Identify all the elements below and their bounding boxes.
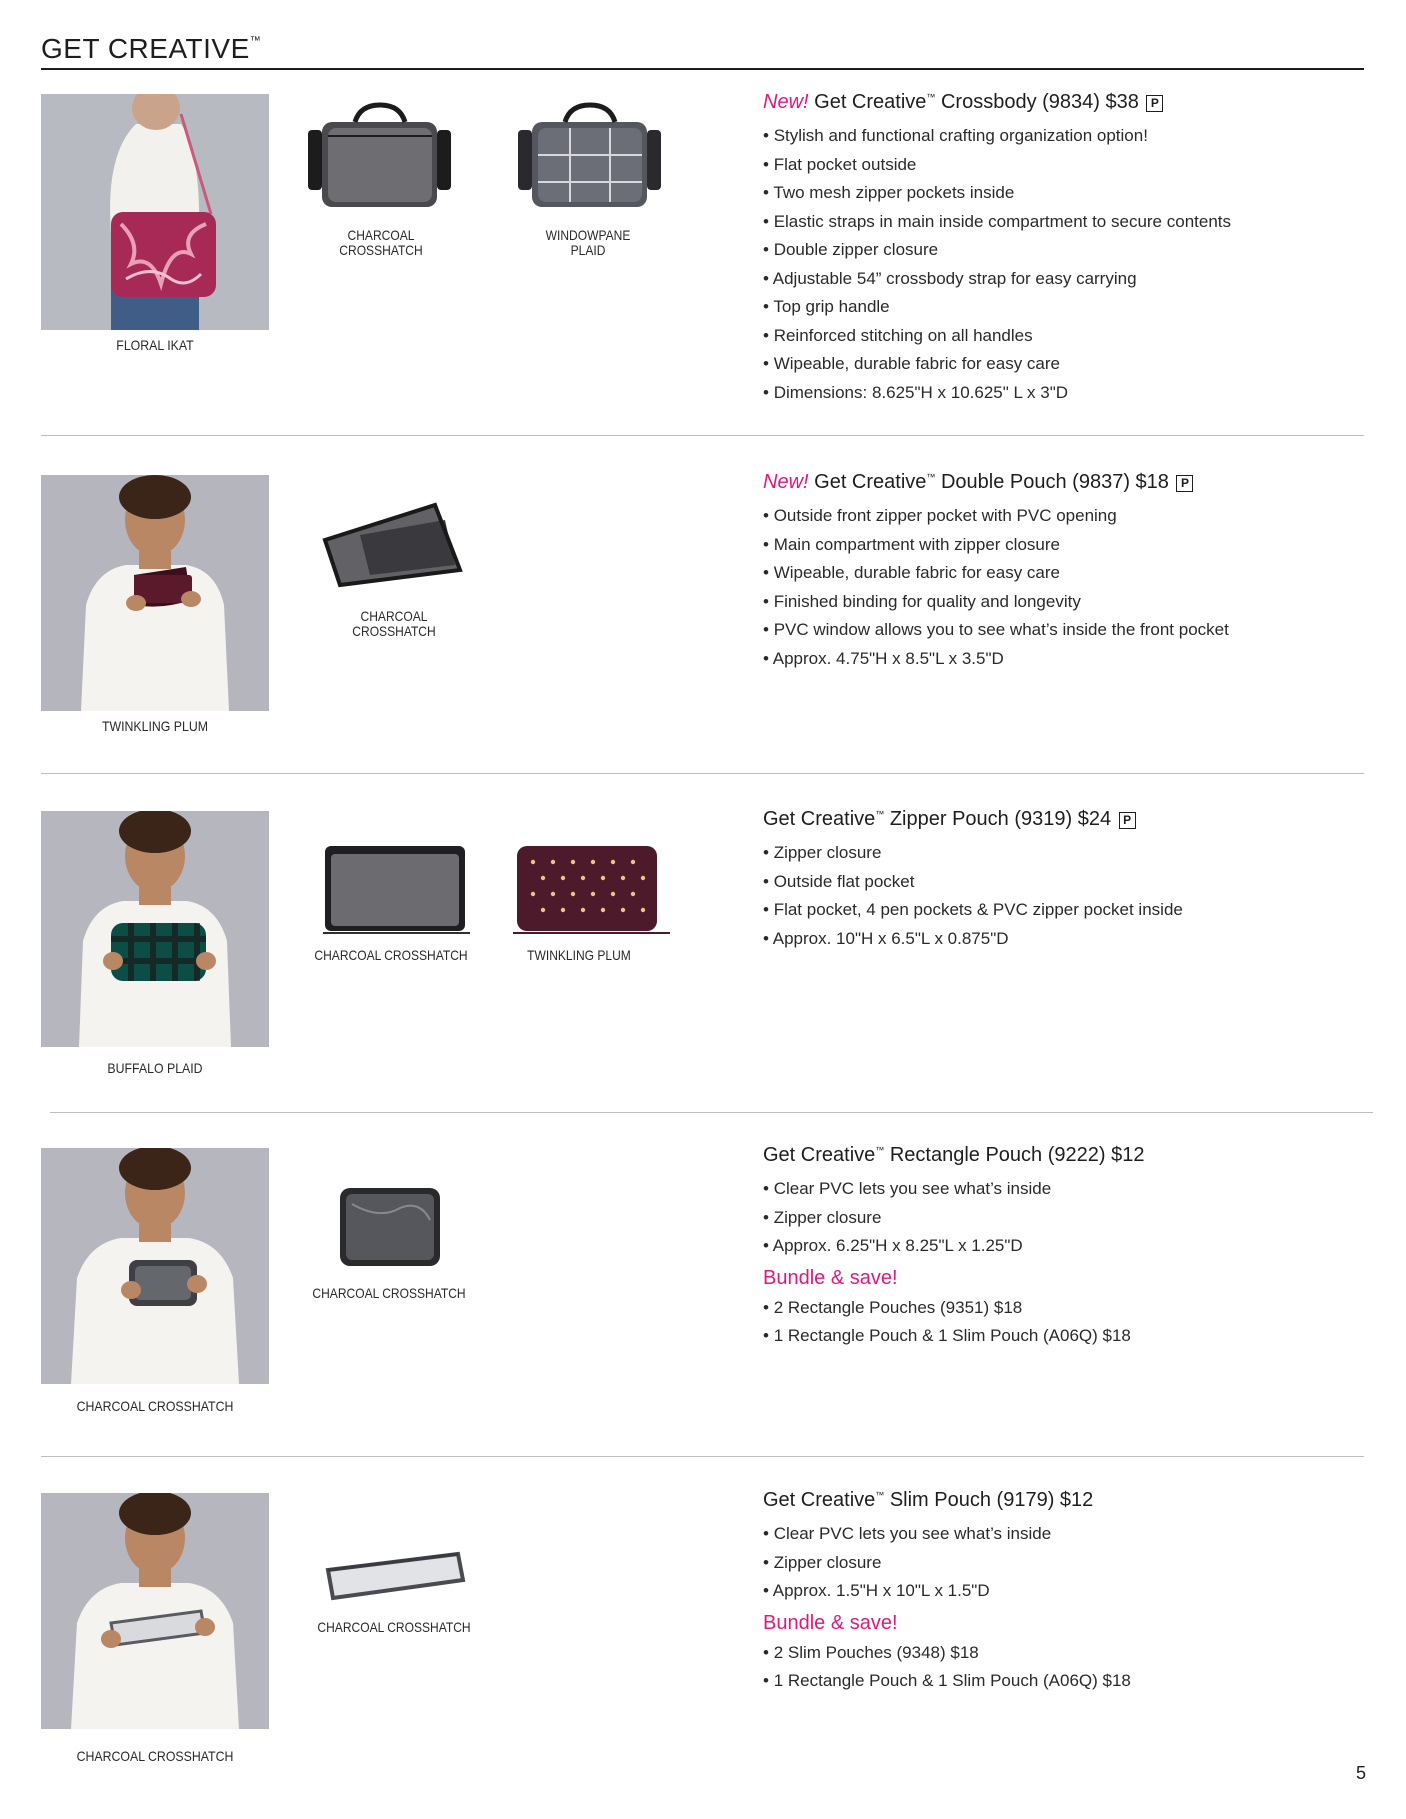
section-divider (50, 1112, 1373, 1113)
product-heading: Get Creative™ Slim Pouch (9179) $12 (763, 1489, 1094, 1511)
list-item: • PVC window allows you to see what’s inside the front pocket (763, 616, 1363, 645)
model-photo (41, 811, 269, 1047)
list-item: • Wipeable, durable fabric for easy care (763, 559, 1363, 588)
model-caption: BUFFALO PLAID (107, 1060, 203, 1076)
swatch-caption: CHARCOAL CROSSHATCH (314, 947, 468, 963)
swatch-caption: CHARCOAL CROSSHATCH (312, 1285, 466, 1301)
list-item: • Finished binding for quality and longevity (763, 588, 1363, 617)
p-badge-icon: P (1119, 812, 1136, 829)
list-item: • Clear PVC lets you see what’s inside (763, 1175, 1363, 1204)
feature-list (763, 122, 1363, 407)
bundle-list (763, 1639, 1363, 1696)
list-item: • Adjustable 54” crossbody strap for easy carrying (763, 265, 1363, 294)
section-divider (41, 773, 1364, 774)
list-item: • 1 Rectangle Pouch & 1 Slim Pouch (A06Q) $18 (763, 1667, 1363, 1696)
section-divider (41, 1456, 1364, 1457)
product-info (763, 808, 1363, 953)
list-item: • 2 Slim Pouches (9348) $18 (763, 1639, 1363, 1668)
swatch-windowpane-plaid (510, 100, 670, 225)
list-item: • Approx. 10"H x 6.5"L x 0.875"D (763, 925, 1363, 954)
product-info (763, 91, 1363, 407)
list-item: • Outside front zipper pocket with PVC opening (763, 502, 1363, 531)
feature-list (763, 502, 1363, 673)
list-item: • Zipper closure (763, 1549, 1363, 1578)
product-info (763, 1144, 1363, 1351)
list-item: • Two mesh zipper pockets inside (763, 179, 1363, 208)
list-item: • Outside flat pocket (763, 868, 1363, 897)
product-heading: New! Get Creative™ Double Pouch (9837) $18 P (763, 471, 1363, 494)
bundle-heading: Bundle & save! (763, 1611, 898, 1634)
swatch-caption: TWINKLING PLUM (527, 947, 631, 963)
feature-list (763, 1520, 1363, 1606)
list-item: • 2 Rectangle Pouches (9351) $18 (763, 1294, 1363, 1323)
page-number: 5 (1355, 1763, 1366, 1783)
feature-list (763, 839, 1363, 953)
list-item: • Reinforced stitching on all handles (763, 322, 1363, 351)
list-item: • Double zipper closure (763, 236, 1363, 265)
model-photo (41, 94, 269, 330)
list-item: • 1 Rectangle Pouch & 1 Slim Pouch (A06Q) $18 (763, 1322, 1363, 1351)
swatch-caption: WINDOWPANE PLAID (545, 227, 631, 258)
list-item: • Approx. 4.75"H x 8.5"L x 3.5"D (763, 645, 1363, 674)
list-item: • Zipper closure (763, 1204, 1363, 1233)
swatch-charcoal-crosshatch (315, 840, 475, 945)
list-item: • Clear PVC lets you see what’s inside (763, 1520, 1363, 1549)
p-badge-icon: P (1146, 95, 1163, 112)
list-item: • Approx. 1.5"H x 10"L x 1.5"D (763, 1577, 1363, 1606)
swatch-caption: CHARCOAL CROSSHATCH (352, 608, 436, 639)
feature-list (763, 1175, 1363, 1261)
swatch-charcoal-crosshatch (330, 1180, 450, 1280)
swatch-caption: CHARCOAL CROSSHATCH (339, 227, 423, 258)
product-heading: New! Get Creative™ Crossbody (9834) $38 P (763, 91, 1363, 114)
product-info (763, 471, 1363, 673)
list-item: • Stylish and functional crafting organization option! (763, 122, 1363, 151)
swatch-caption: CHARCOAL CROSSHATCH (317, 1619, 471, 1635)
product-info (763, 1489, 1363, 1696)
swatch-charcoal-crosshatch (315, 495, 465, 600)
model-caption: FLORAL IKAT (116, 337, 194, 353)
model-caption: TWINKLING PLUM (101, 718, 209, 734)
product-heading: Get Creative™ Zipper Pouch (9319) $24 P (763, 808, 1363, 831)
swatch-twinkling-plum (505, 840, 675, 945)
bundle-list (763, 1294, 1363, 1351)
list-item: • Zipper closure (763, 839, 1363, 868)
p-badge-icon: P (1176, 475, 1193, 492)
list-item: • Elastic straps in main inside compartment to secure contents (763, 208, 1363, 237)
page-title: GET CREATIVE™ (41, 33, 262, 64)
swatch-charcoal-crosshatch (300, 100, 460, 225)
list-item: • Approx. 6.25"H x 8.25"L x 1.25"D (763, 1232, 1363, 1261)
model-photo (41, 1493, 269, 1729)
product-heading: Get Creative™ Rectangle Pouch (9222) $12 (763, 1144, 1145, 1166)
model-photo (41, 475, 269, 711)
list-item: • Top grip handle (763, 293, 1363, 322)
bundle-heading: Bundle & save! (763, 1266, 898, 1289)
title-rule (41, 68, 1364, 70)
section-divider (41, 435, 1364, 436)
list-item: • Dimensions: 8.625"H x 10.625" L x 3"D (763, 379, 1363, 408)
list-item: • Main compartment with zipper closure (763, 531, 1363, 560)
swatch-charcoal-crosshatch (318, 1540, 468, 1615)
list-item: • Wipeable, durable fabric for easy care (763, 350, 1363, 379)
model-photo (41, 1148, 269, 1384)
list-item: • Flat pocket, 4 pen pockets & PVC zipper pocket inside (763, 896, 1363, 925)
model-caption: CHARCOAL CROSSHATCH (76, 1398, 234, 1414)
model-caption: CHARCOAL CROSSHATCH (76, 1748, 234, 1764)
list-item: • Flat pocket outside (763, 151, 1363, 180)
